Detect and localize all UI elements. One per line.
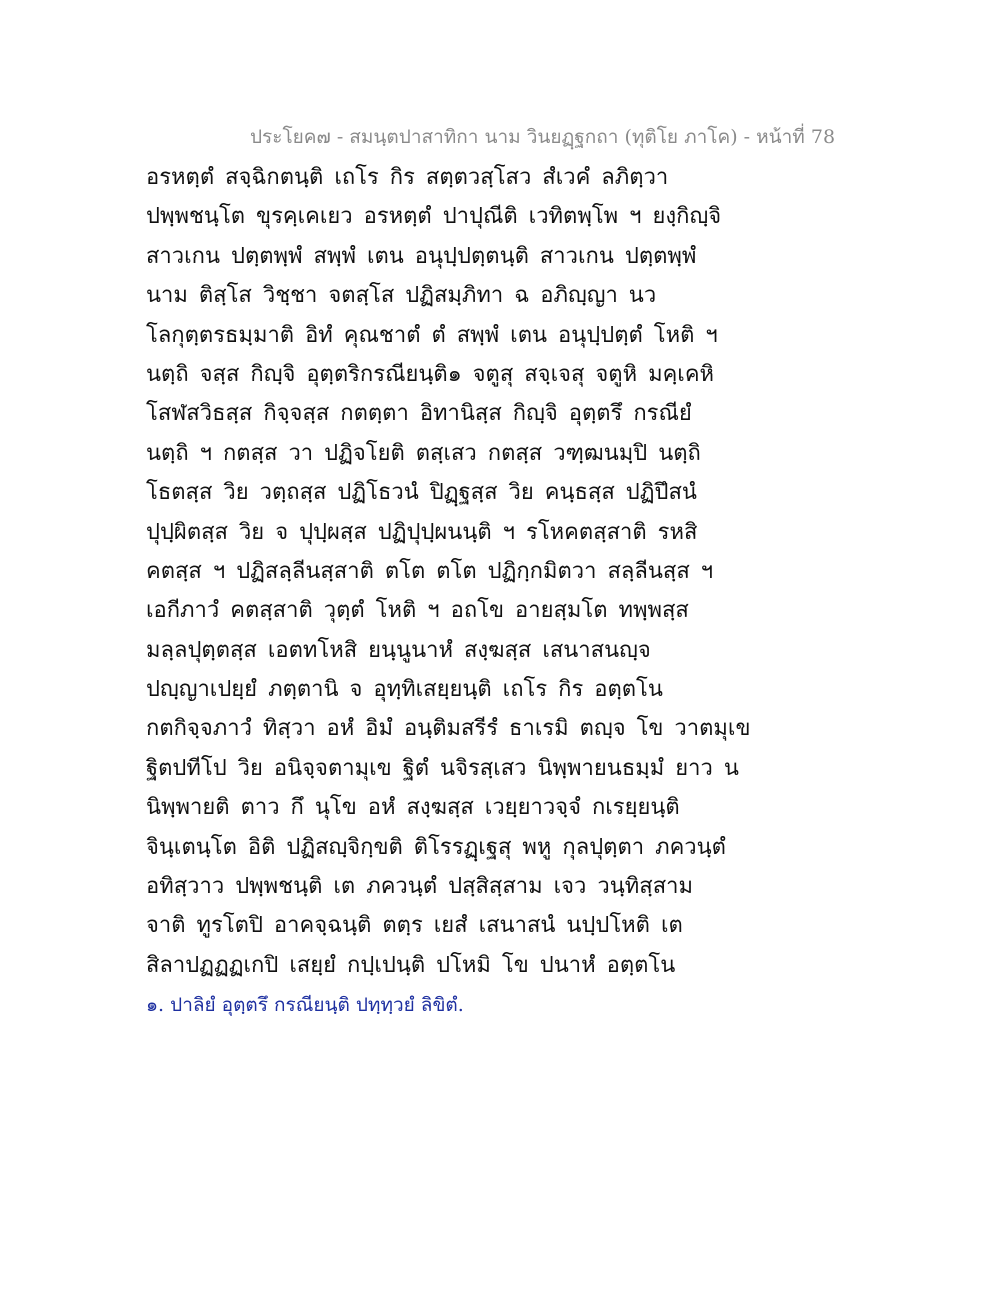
- text-line: จินฺเตนฺโต อิติ ปฏิสญฺจิกฺขติ ติโรรฏฺเฐสุ พหู กุลปุตฺตา ภควนฺตํ: [146, 834, 726, 860]
- text-line: โลกุตฺตรธมฺมาติ อิทํ คุณชาตํ ตํ สพฺพํ เตน อนุปฺปตฺตํ โหติ ฯ: [146, 322, 718, 348]
- text-line: นตฺถิ จสฺส กิญฺจิ อุตฺตริกรณียนฺติ๑ จตูสุ สจฺเจสุ จตูหิ มคฺเคหิ: [146, 361, 715, 387]
- text-line: ฐิตปทีโป วิย อนิจฺจตามุเข ฐิตํ นจิรสฺเสว นิพฺพายนธมฺมํ ยาว น: [146, 755, 739, 781]
- running-header: ประโยค๗ - สมนฺตปาสาทิกา นาม วินยฏฺฐกถา (ทุติโย ภาโค) - หน้าที่ 78: [250, 126, 836, 148]
- text-line: อทิสฺวาว ปพฺพชนฺติ เต ภควนฺตํ ปสฺสิสฺสาม เจว วนฺทิสฺสาม: [146, 874, 693, 900]
- text-line: อรหตฺตํ สจฺฉิกตนฺติ เถโร กิร สตฺตวสฺโสว สํเวคํ ลภิตฺวา: [146, 165, 669, 190]
- text-line: นตฺถิ ฯ กตสฺส วา ปฏิจโยติ ตสฺเสว กตสฺส วฑฺฒนมฺปิ นตฺถิ: [146, 440, 701, 466]
- text-line: สิลาปฏฏฏเกปิ เสยฺยํ กปฺเปนฺติ ปโหมิ โข ปนาหํ อตฺตโน: [146, 952, 676, 978]
- body-text: [146, 158, 751, 985]
- text-line: กตกิจฺจภาวํ ทิสฺวา อหํ อิมํ อนฺติมสรีรํ ธาเรมิ ตญฺจ โข วาตมุเข: [146, 716, 751, 742]
- text-line: เอกีภาวํ คตสฺสาติ วุตฺตํ โหติ ฯ อถโข อายสฺมโต ทพฺพสฺส: [146, 598, 689, 624]
- text-line: ปุปฺผิตสฺส วิย จ ปุปฺผสฺส ปฏิปุปฺผนนฺติ ฯ รโหคตสฺสาติ รหสิ: [146, 519, 698, 545]
- text-line: จาติ ทูรโตปิ อาคจฺฉนฺติ ตตฺร เยสํ เสนาสนํ นปฺปโหติ เต: [146, 913, 683, 939]
- text-line: ปพฺพชนฺโต ขุรคฺเคเยว อรหตฺตํ ปาปุณีติ เวทิตพฺโพ ฯ ยงฺกิญฺจิ: [146, 204, 722, 230]
- text-line: โธตสฺส วิย วตฺถสฺส ปฏิโธวนํ ปิฏฺฐสฺส วิย คนฺธสฺส ปฏิปึสนํ: [146, 480, 697, 506]
- footnote: ๑. ปาลิยํ อุตฺตรึ กรณียนฺติ ปทฺทฺวยํ ลิขิตํ.: [146, 994, 464, 1016]
- text-line: คตสฺส ฯ ปฏิสลฺลีนสฺสาติ ตโต ตโต ปฏิกฺกมิตวา สลฺลีนสฺส ฯ: [146, 558, 714, 584]
- text-line: มลฺลปุตฺตสฺส เอตทโหสิ ยนฺนูนาหํ สงฺฆสฺส เสนาสนญฺจ: [146, 637, 651, 663]
- text-line: นิพฺพายติ ตาว กึ นุโข อหํ สงฺฆสฺส เวยฺยาวจฺจํ กเรยฺยนฺติ: [146, 795, 680, 821]
- text-line: ปญฺญาเปยฺยํ ภตฺตานิ จ อุทฺทิเสยฺยนฺติ เถโร กิร อตฺตโน: [146, 677, 663, 703]
- text-line: โสฬสวิธสฺส กิจฺจสฺส กตตฺตา อิทานิสฺส กิญฺจิ อุตฺตรึ กรณียํ: [146, 401, 692, 427]
- text-line: นาม ติสฺโส วิชฺชา จตสฺโส ปฏิสมฺภิทา ฉ อภิญฺญา นว: [146, 283, 657, 309]
- text-line: สาวเกน ปตฺตพฺพํ สพฺพํ เตน อนุปฺปตฺตนฺติ สาวเกน ปตฺตพฺพํ: [146, 243, 697, 269]
